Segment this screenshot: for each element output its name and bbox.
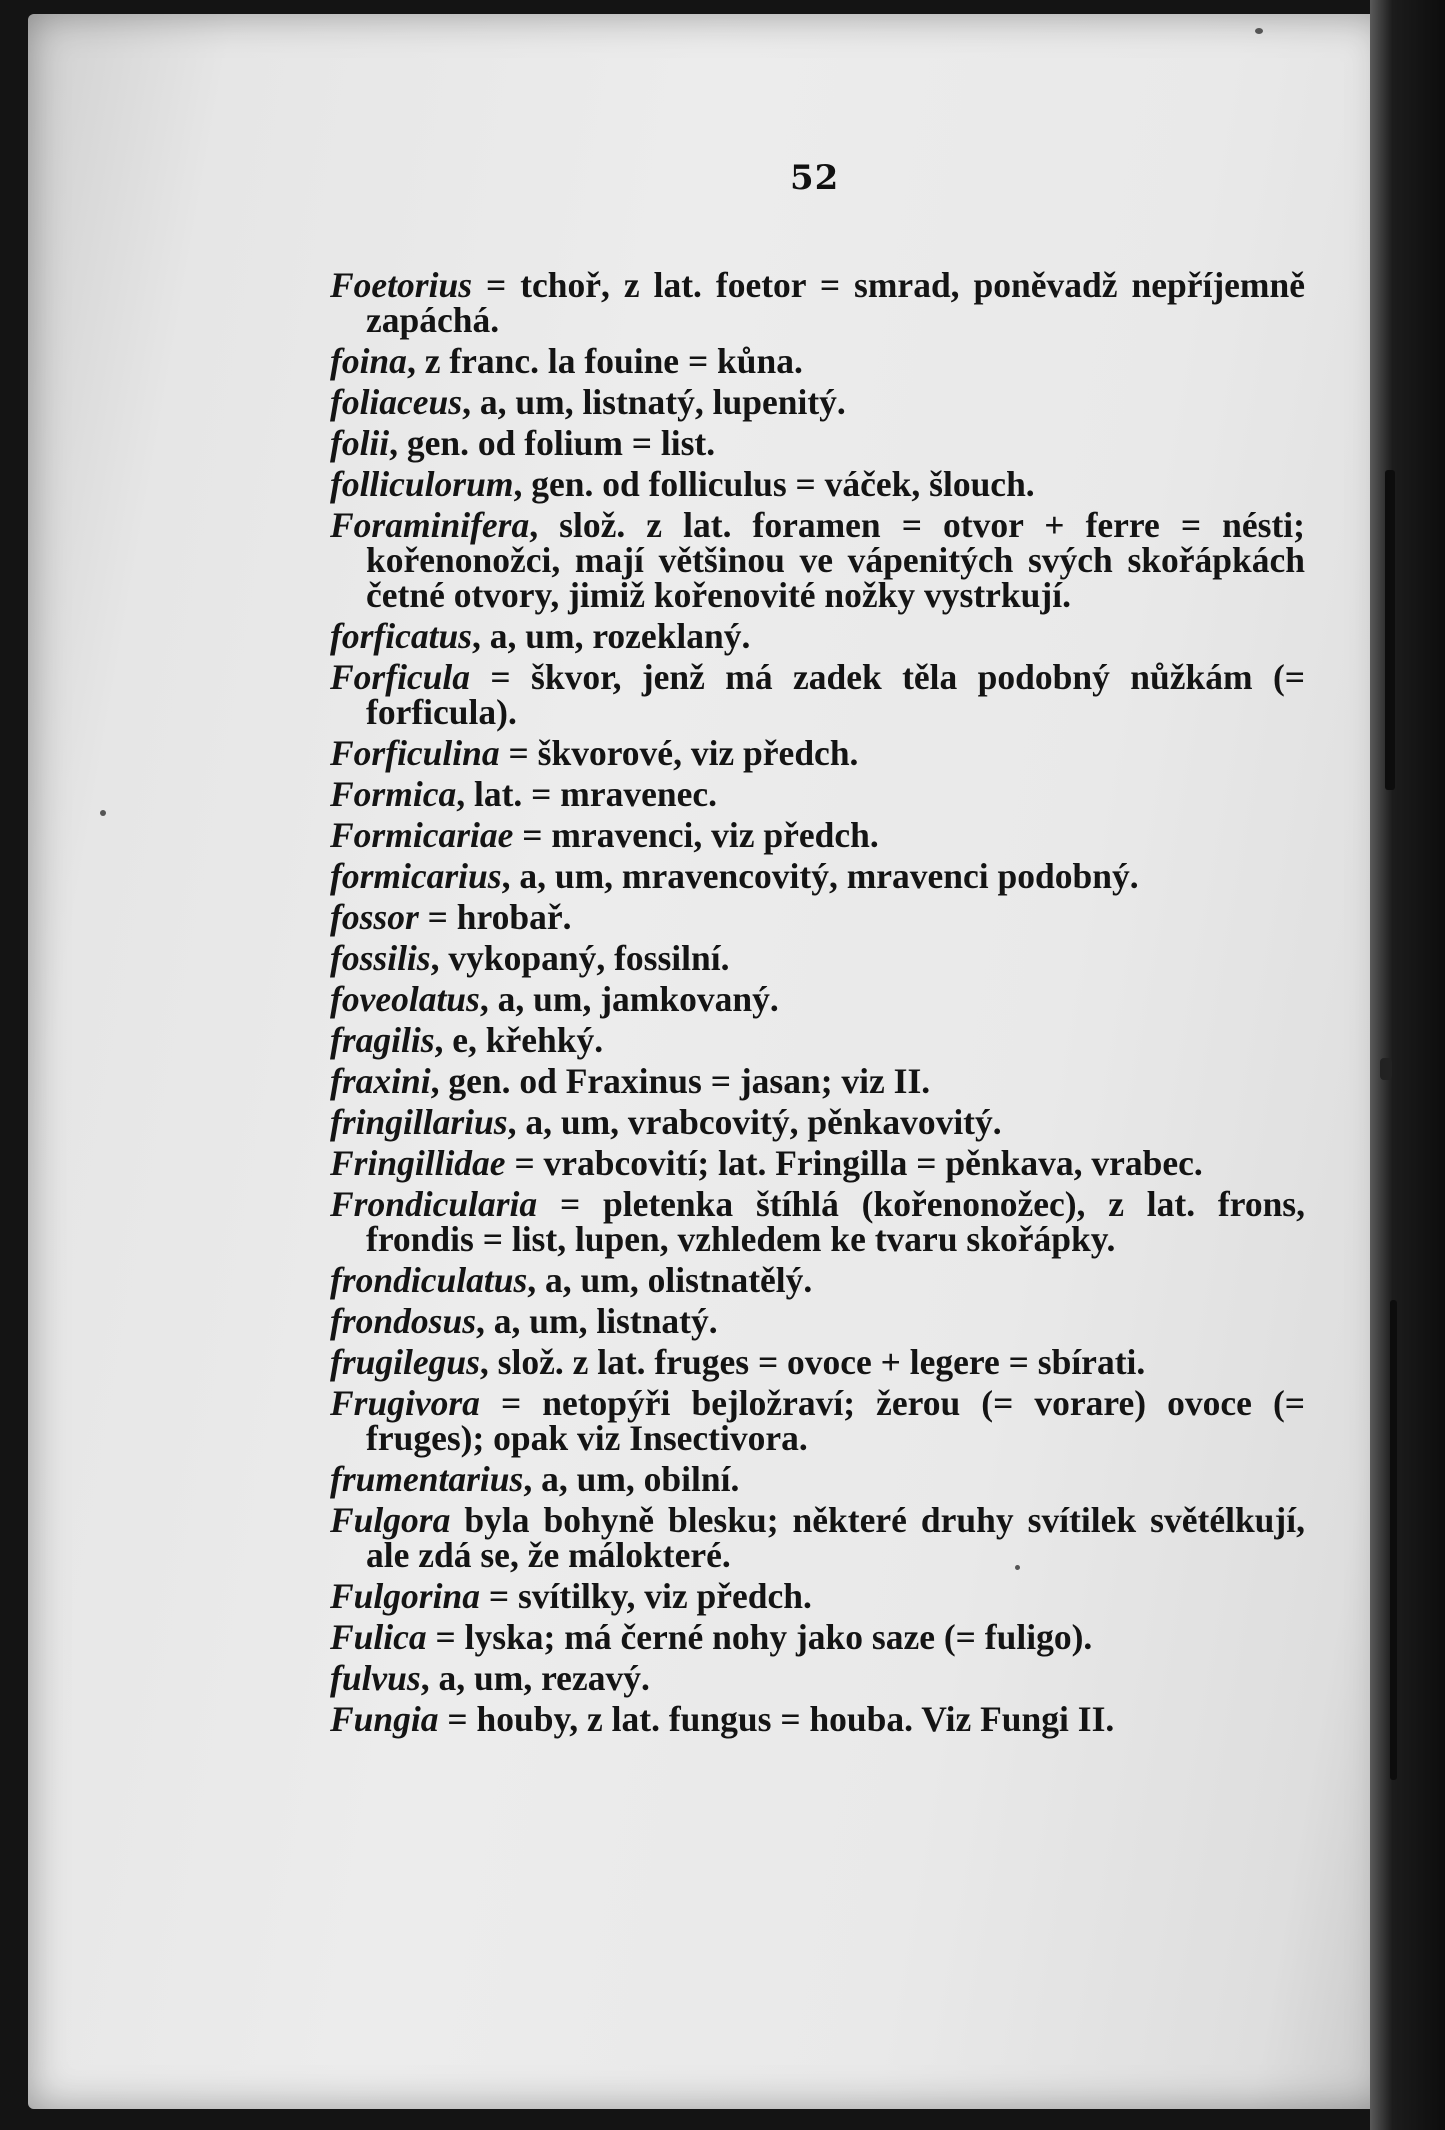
entry-definition: , vykopaný, fossilní. <box>430 938 730 978</box>
entry-definition: = svítilky, viz předch. <box>479 1576 812 1616</box>
entry-definition: , gen. od Fraxinus = jasan; viz II. <box>430 1061 931 1101</box>
entry-term: Foraminifera <box>330 505 530 545</box>
entry-term: Forficula <box>330 657 471 697</box>
entry-term: Fulica <box>330 1617 427 1657</box>
entry-term: Fulgora <box>330 1500 451 1540</box>
glossary-entry <box>330 1301 1305 1341</box>
glossary-entry <box>330 464 1305 504</box>
entry-definition: = škvor, jenž má zadek těla podobný nůžkám (= forficula). <box>366 657 1305 732</box>
entry-definition: , a, um, rozeklaný. <box>472 616 751 656</box>
entry-definition: , a, um, listnatý, lupenitý. <box>462 382 846 422</box>
dust-speck <box>100 810 106 816</box>
entry-term: forficatus <box>330 616 472 656</box>
glossary-entry <box>330 774 1305 814</box>
entry-definition: , a, um, jamkovaný. <box>479 979 779 1019</box>
entry-definition: = lyska; má černé nohy jako saze (= fuligo). <box>426 1617 1093 1657</box>
entry-definition: , lat. = mravenec. <box>456 774 717 814</box>
entry-term: formicarius <box>330 856 502 896</box>
entry-definition: = pletenka štíhlá (kořenonožec), z lat. frons, frondis = list, lupen, vzhledem ke tvaru skořápky. <box>366 1184 1305 1259</box>
glossary-entry <box>330 1143 1305 1183</box>
entry-term: foina <box>330 341 407 381</box>
entry-term: foveolatus <box>330 979 480 1019</box>
entry-term: folii <box>330 423 390 463</box>
page-number: 52 <box>790 158 840 198</box>
entry-definition: , a, um, obilní. <box>523 1459 740 1499</box>
glossary-entry <box>330 1061 1305 1101</box>
glossary-entry <box>330 1383 1305 1458</box>
entry-definition: = mravenci, viz předch. <box>513 815 879 855</box>
glossary-entry <box>330 616 1305 656</box>
entry-definition: = tchoř, z lat. foetor = smrad, poněvadž nepříjemně zapáchá. <box>366 265 1305 340</box>
entry-term: Fungia <box>330 1699 439 1739</box>
entry-term: Formicariae <box>330 815 514 855</box>
entry-definition: , a, um, listnatý. <box>476 1301 718 1341</box>
entry-term: Fulgorina <box>330 1576 480 1616</box>
glossary-entry <box>330 341 1305 381</box>
glossary-entry <box>330 1260 1305 1300</box>
glossary-entry <box>330 1658 1305 1698</box>
entry-term: Formica <box>330 774 457 814</box>
entry-definition: , a, um, rezavý. <box>420 1658 650 1698</box>
entry-definition: byla bohyně blesku; některé druhy svítilek světélkují, ale zdá se, že málokteré. <box>366 1500 1305 1575</box>
glossary-entry <box>330 1459 1305 1499</box>
glossary-entries <box>330 265 1305 1743</box>
dust-speck <box>1255 28 1263 34</box>
entry-term: Frondicularia <box>330 1184 538 1224</box>
glossary-entry <box>330 505 1305 615</box>
glossary-entry <box>330 1342 1305 1382</box>
glossary-entry <box>330 1184 1305 1259</box>
entry-term: fragilis <box>330 1020 435 1060</box>
glossary-entry <box>330 897 1305 937</box>
entry-definition: , z franc. la fouine = kůna. <box>406 341 803 381</box>
entry-term: Forficulina <box>330 733 500 773</box>
glossary-entry <box>330 815 1305 855</box>
entry-definition: = houby, z lat. fungus = houba. Viz Fungi II. <box>438 1699 1115 1739</box>
entry-term: frugilegus <box>330 1342 480 1382</box>
entry-term: frondiculatus <box>330 1260 528 1300</box>
entry-term: Fringillidae <box>330 1143 506 1183</box>
entry-term: fossilis <box>330 938 431 978</box>
entry-term: fossor <box>330 897 419 937</box>
glossary-entry <box>330 1576 1305 1616</box>
glossary-entry <box>330 1617 1305 1657</box>
entry-term: fulvus <box>330 1658 421 1698</box>
binding-mark <box>1385 470 1395 790</box>
entry-definition: , gen. od folium = list. <box>389 423 716 463</box>
entry-term: Foetorius <box>330 265 473 305</box>
glossary-entry <box>330 938 1305 978</box>
dust-speck <box>1380 1058 1392 1080</box>
entry-definition: , a, um, olistnatělý. <box>527 1260 813 1300</box>
glossary-entry <box>330 1102 1305 1142</box>
entry-definition: , e, křehký. <box>434 1020 604 1060</box>
glossary-entry <box>330 265 1305 340</box>
glossary-entry <box>330 1500 1305 1575</box>
glossary-entry <box>330 1020 1305 1060</box>
entry-term: folliculorum <box>330 464 514 504</box>
entry-term: foliaceus <box>330 382 463 422</box>
glossary-entry <box>330 856 1305 896</box>
entry-definition: , a, um, mravencovitý, mravenci podobný. <box>501 856 1139 896</box>
entry-term: Frugivora <box>330 1383 480 1423</box>
entry-definition: , slož. z lat. fruges = ovoce + legere = sbírati. <box>479 1342 1146 1382</box>
entry-definition: = vrabcovití; lat. Fringilla = pěnkava, vrabec. <box>505 1143 1203 1183</box>
entry-term: frumentarius <box>330 1459 524 1499</box>
entry-definition: = netopýři bejložraví; žerou (= vorare) ovoce (= fruges); opak viz Insectivora. <box>366 1383 1305 1458</box>
entry-term: fraxini <box>330 1061 431 1101</box>
glossary-entry <box>330 733 1305 773</box>
glossary-entry <box>330 657 1305 732</box>
entry-term: fringillarius <box>330 1102 508 1142</box>
glossary-entry <box>330 979 1305 1019</box>
entry-term: frondosus <box>330 1301 477 1341</box>
entry-definition: = hrobař. <box>418 897 572 937</box>
entry-definition: , slož. z lat. foramen = otvor + ferre = nésti; kořenonožci, mají většinou ve vápenitých svých skořápkách četné otvory, jimiž kořenovité nožky vystrkují. <box>366 505 1305 615</box>
entry-definition: , a, um, vrabcovitý, pěnkavovitý. <box>507 1102 1002 1142</box>
glossary-entry <box>330 1699 1305 1739</box>
entry-definition: , gen. od folliculus = váček, šlouch. <box>513 464 1035 504</box>
glossary-entry <box>330 423 1305 463</box>
glossary-entry <box>330 382 1305 422</box>
binding-mark <box>1390 1300 1397 1780</box>
entry-definition: = škvorové, viz předch. <box>499 733 859 773</box>
